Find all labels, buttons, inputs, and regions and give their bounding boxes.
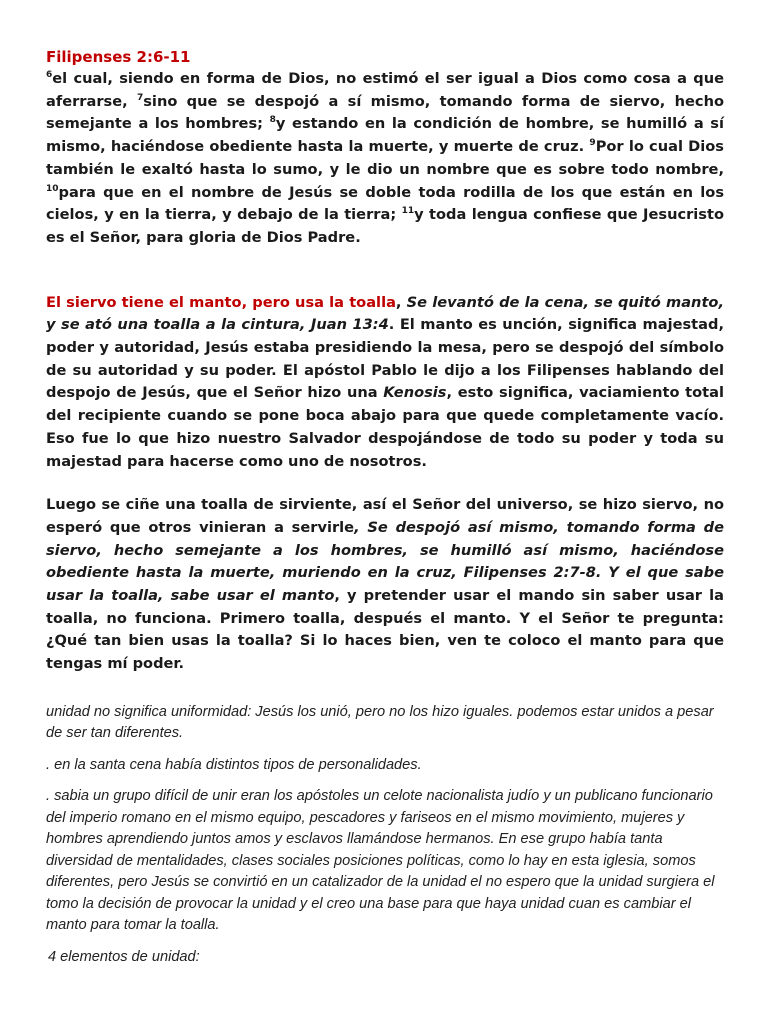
scripture-reference: Filipenses 2:6-11 [46, 48, 191, 66]
scripture-section [46, 46, 724, 250]
body-text: , esto significa, vaciamiento total del recipiente cuando se pone boca abajo para que quede completamente vacío. Eso fue lo que hizo nuestro Salvador despojándose de todo su poder y toda su majestad para hacerse como uno de nosotros. [46, 384, 724, 470]
body-text: , y pretender usar el mando sin saber usar la toalla, no funciona. Primero toalla, después el manto. Y el Señor te pregunta: ¿Qué tan bien usas la toalla? Si lo haces bien, ven te coloco el manto para que tengas mí poder. [46, 587, 724, 673]
verse-number: 9 [589, 138, 596, 149]
verse-text: el cual, siendo en forma de Dios, no estimó el ser igual a Dios como cosa a que aferrarse, [46, 70, 724, 110]
verse-number: 11 [401, 206, 415, 217]
verse-number: 8 [269, 115, 276, 126]
verse-text: Por lo cual Dios también le exaltó hasta lo sumo, y le dio un nombre que es sobre todo nombre, [46, 138, 724, 178]
verse-text: para que en el nombre de Jesús se doble toda rodilla de los que están en los cielos, y en la tierra, y debajo de la tierra; [46, 183, 724, 224]
scripture-quote: , Se despojó así mismo, tomando forma de siervo, hecho semejante a los hombres, se humilló así mismo, haciéndose obediente hasta la muerte, muriendo en la cruz, Filipenses 2:7-8. Y el que sabe usar la toalla, sabe usar el manto [46, 518, 724, 605]
verse-text: y estando en la condición de hombre, se humilló a sí mismo, haciéndose obediente hasta la muerte, y muerte de cruz. [46, 115, 724, 156]
body-text: Luego se ciñe una toalla de sirviente, así el Señor del universo, se hizo siervo, no esperó que otros vinieran a servirle [46, 496, 724, 536]
note-apostles: . sabia un grupo difícil de unir eran los apóstoles un celote nacionalista judío y un publicano funcionario del imperio romano en el mismo equipo, pescadores y fariseos en el mismo movimiento, mujeres y hombres aprendiendo juntos amos y esclavos llamándose hermanos. En ese grupo había tanta diversidad de mentalidades, clases sociales posiciones políticas, como lo hay en esta iglesia, somos diferentes, pero Jesús se convirtió en un catalizador de la unidad el no espero que la unidad surgiera el tomo la decisión de provocar la unidad y el creo una base para que haya unidad cuan es cambiar el manto para tomar la toalla. [46, 788, 715, 934]
scripture-quote: Se levantó de la cena, se quitó manto, y se ató una toalla a la cintura, Juan 13:4 [46, 293, 724, 334]
scripture-text [46, 68, 724, 250]
document-page [46, 46, 724, 968]
verse-number: 6 [46, 70, 53, 81]
servant-paragraph [46, 494, 724, 676]
kenosis-term: Kenosis [383, 384, 447, 402]
section-heading: El siervo tiene el manto, pero usa la toalla [46, 293, 396, 311]
verse-number: 10 [46, 183, 59, 194]
towel-mantle-section [46, 292, 724, 474]
note-last-supper: . en la santa cena había distintos tipos de personalidades. [46, 756, 422, 773]
notes-section [46, 702, 724, 969]
towel-mantle-paragraph [46, 292, 724, 474]
verse-number: 7 [136, 92, 144, 103]
verse-text: y toda lengua confiese que Jesucristo es el Señor, para gloria de Dios Padre. [46, 206, 724, 246]
note-unity-elements: 4 elementos de unidad: [48, 948, 200, 965]
verse-text: sino que se despojó a sí mismo, tomando forma de siervo, hecho semejante a los hombres; [46, 92, 724, 133]
note-unity: unidad no significa uniformidad: Jesús los unió, pero no los hizo iguales. podemos estar unidos a pesar de ser tan diferentes. [46, 703, 714, 742]
separator-text: , [395, 293, 407, 311]
body-text: . El manto es unción, significa majestad, poder y autoridad, Jesús estaba presidiendo la mesa, pero se despojó del símbolo de su autoridad y su poder. El apóstol Pablo le dijo a los Filipenses hablando del despojo de Jesús, que el Señor hizo una [46, 316, 724, 402]
servant-section [46, 494, 724, 676]
